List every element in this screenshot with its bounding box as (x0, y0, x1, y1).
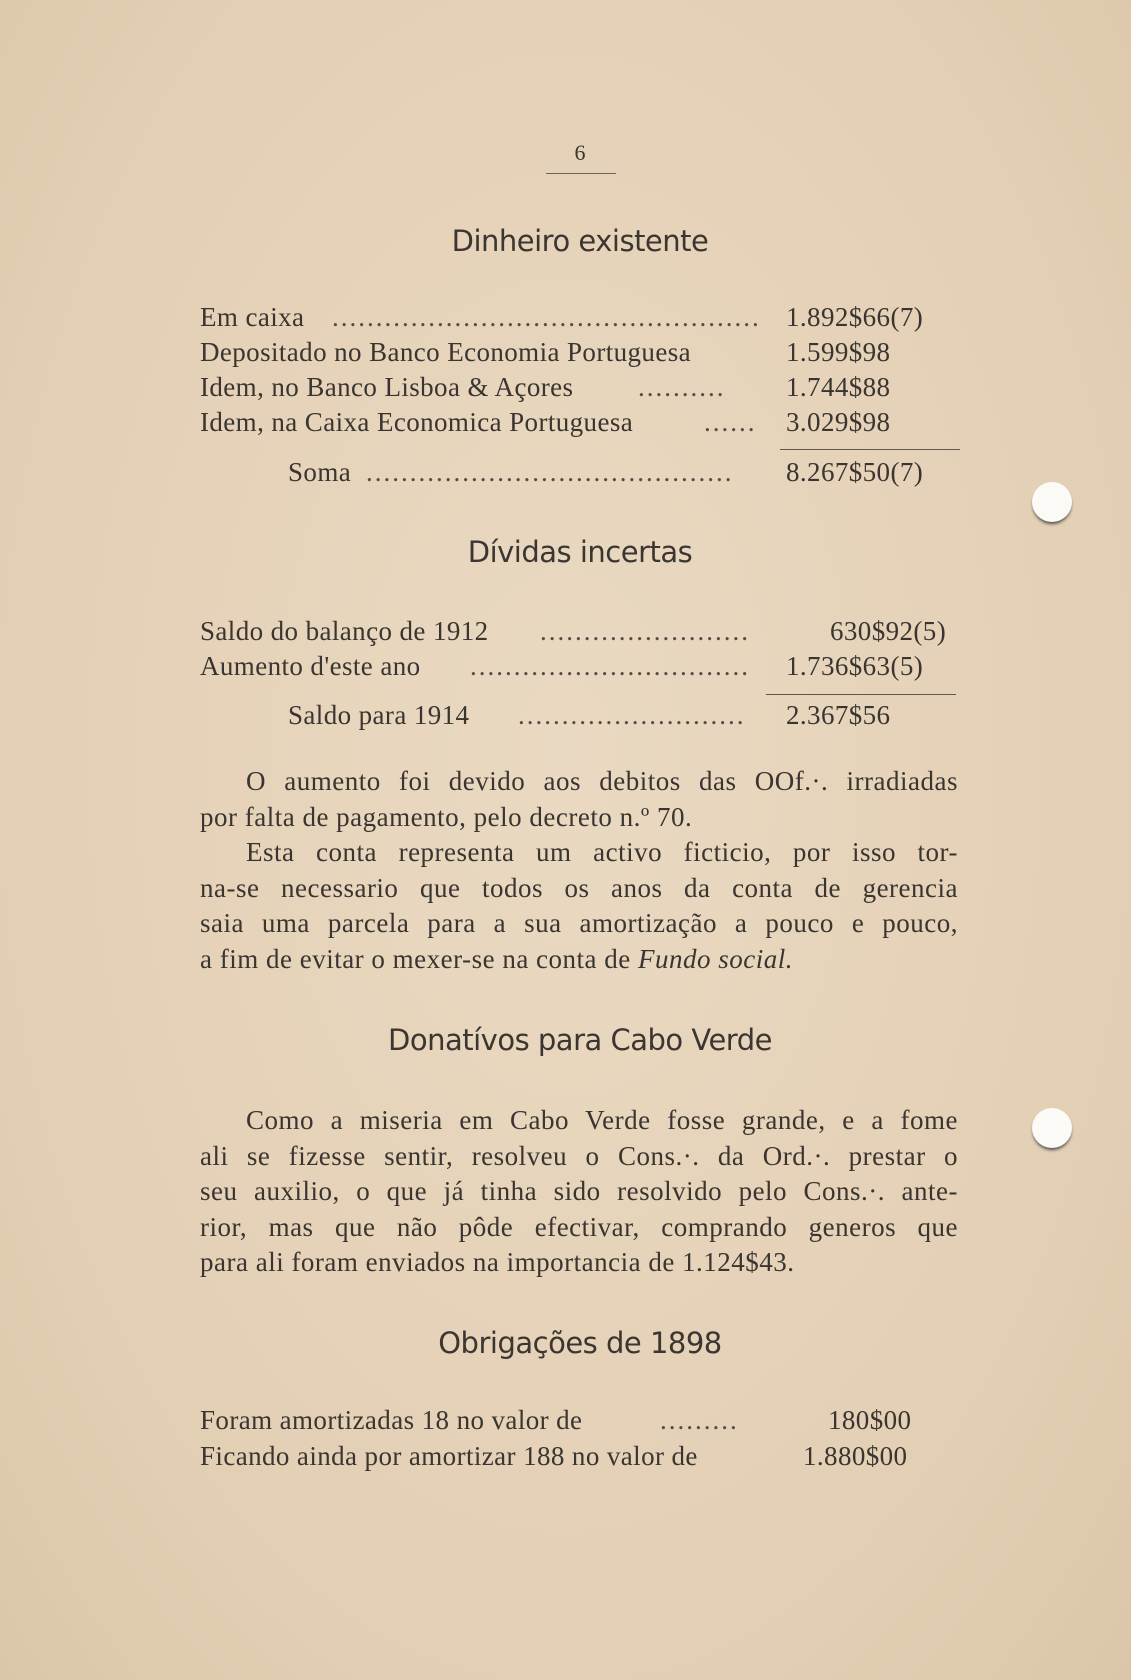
sum-rule (780, 449, 960, 450)
debts-total-row (200, 700, 960, 736)
dot-leader: .......................... (518, 700, 746, 730)
text-line: ali se fizesse sentir, resolveu o Cons.·. da Ord.·. prestar o (200, 1140, 958, 1171)
cash-row (200, 337, 960, 373)
donations-paragraph (200, 1103, 958, 1281)
text-line: rior, mas que não pôde efectivar, comprando generos que (200, 1211, 958, 1242)
cash-row-value: 3.029$98 (786, 407, 891, 437)
debts-row-label: Aumento d'este ano (200, 651, 421, 681)
page-number: 6 (574, 140, 586, 165)
debts-row (200, 616, 960, 652)
bonds-row (200, 1405, 960, 1441)
heading-bonds: Obrigações de 1898 (438, 1326, 722, 1360)
debts-row (200, 651, 960, 687)
text-line: O aumento foi devido aos debitos das OOf.·. irradiadas (246, 766, 958, 796)
dot-leader: ......... (660, 1405, 739, 1435)
italic-term: Fundo social. (638, 943, 794, 974)
dot-leader: ........................ (540, 616, 750, 646)
text-line: Como a miseria em Cabo Verde fosse grande, e a fome (246, 1105, 958, 1135)
cash-row-value: 1.599$98 (786, 337, 891, 367)
cash-total-value: 8.267$50(7) (786, 457, 924, 487)
cash-row-label: Idem, na Caixa Economica Portuguesa (200, 407, 634, 437)
cash-row (200, 372, 960, 408)
text-line (200, 942, 958, 978)
debts-total-label: Saldo para 1914 (288, 700, 470, 730)
debts-paragraph-2 (200, 835, 958, 977)
bonds-row-label: Foram amortizadas 18 no valor de (200, 1405, 583, 1435)
page-number-rule (546, 173, 616, 174)
sum-rule (766, 694, 956, 695)
bonds-row-label: Ficando ainda por amortizar 188 no valor de (200, 1441, 698, 1471)
dot-leader: ................................ (470, 651, 750, 681)
bonds-row-value: 180$00 (828, 1405, 912, 1435)
text-line: Esta conta representa um activo ficticio, por isso tor- (246, 837, 958, 867)
cash-row (200, 302, 960, 338)
punch-hole (1032, 1108, 1072, 1148)
text-line: por falta de pagamento, pelo decreto n.º 70. (200, 801, 693, 832)
debts-row-value: 1.736$63(5) (786, 651, 924, 681)
cash-total-label: Soma (288, 457, 352, 487)
bonds-row (200, 1441, 960, 1477)
cash-row-label: Depositado no Banco Economia Portuguesa (200, 337, 692, 367)
debts-paragraph-1 (200, 764, 958, 835)
debts-row-value: 630$92(5) (830, 616, 947, 646)
debts-row-label: Saldo do balanço de 1912 (200, 616, 489, 646)
text-line: seu auxilio, o que já tinha sido resolvido pelo Cons.·. ante- (200, 1176, 958, 1206)
text-line: saia uma parcela para a sua amortização a pouco e pouco, (200, 908, 958, 938)
debts-total-value: 2.367$56 (786, 700, 891, 730)
cash-row-label: Em caixa (200, 302, 305, 332)
cash-row-value: 1.744$88 (786, 372, 891, 402)
heading-cash: Dinheiro existente (451, 224, 709, 258)
bonds-row-value: 1.880$00 (803, 1441, 908, 1471)
cash-row-value: 1.892$66(7) (786, 302, 924, 332)
heading-donations: Donatívos para Cabo Verde (388, 1023, 772, 1057)
cash-row-label: Idem, no Banco Lisboa & Açores (200, 372, 574, 402)
text-line: na-se necessario que todos os anos da conta de gerencia (200, 872, 958, 903)
punch-hole (1032, 482, 1072, 522)
dot-leader: .......................................... (366, 457, 734, 487)
dot-leader: .......... (638, 372, 726, 402)
dot-leader: ...... (704, 407, 757, 437)
text-segment: a fim de evitar o mexer-se na conta de (200, 943, 639, 974)
dot-leader: ................................................. (332, 302, 761, 332)
cash-row (200, 407, 960, 443)
text-line: para ali foram enviados na importancia de 1.124$43. (200, 1247, 795, 1277)
cash-total-row (200, 457, 960, 493)
heading-debts: Dívidas incertas (467, 535, 693, 569)
